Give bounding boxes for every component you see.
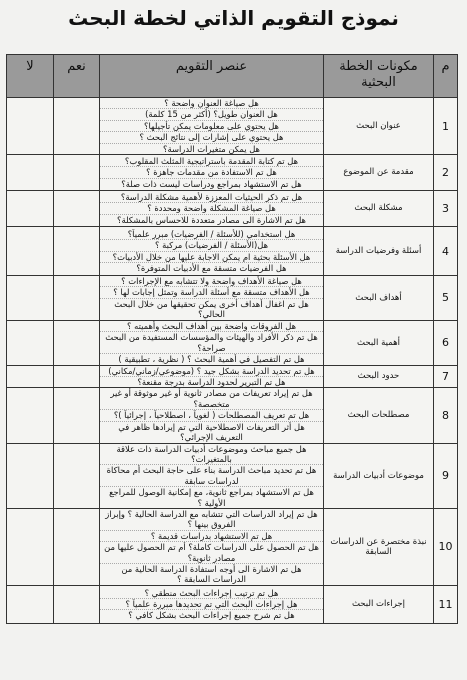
row-criteria <box>100 388 324 443</box>
criterion-item: هل تم تعريف المصطلحات ( لغوياً ، اصطلاحياً ، إجرائياً )؟ <box>100 410 323 421</box>
criterion-item: هل صياغة المشكلة واضحة ومحددة ؟ <box>100 203 323 214</box>
evaluation-table <box>6 54 458 624</box>
row-number: 11 <box>434 585 458 623</box>
criterion-item: هل الأهداف متسقة مع أسئلة الدراسة وتمثل إجابات لها ؟ <box>100 287 323 298</box>
criterion-item: هل صياغة الأهداف واضحة ولا تتشابه مع الإجراءات ؟ <box>100 276 323 287</box>
row-criteria <box>100 585 324 623</box>
criterion-item: هل الأسئلة بحثية ام يمكن الاجابة عليها من خلال الأدبيات؟ <box>100 252 323 263</box>
criterion-item: هل تم إيراد تعريفات من مصادر ثانوية أو غير موثوقة أو غير متخصصة؟ <box>100 388 323 410</box>
criterion-item: هل تم تحديد الدراسة بشكل جيد ؟ (موضوعي/زماني/مكاني) <box>100 366 323 377</box>
row-number: 5 <box>434 276 458 321</box>
criterion-item: هل تم اغفال أهداف أخرى يمكن تحقيقها من خلال البحث الحالي؟ <box>114 298 309 320</box>
table-row <box>7 388 458 443</box>
criterion-item: هل العنوان طويل؟ (أكثر من 15 كلمة) <box>100 109 323 120</box>
row-number: 3 <box>434 191 458 227</box>
row-number: 7 <box>434 365 458 388</box>
criterion-item: هل إجراءات البحث التي تم تحديدها مبررة علمياً ؟ <box>100 599 323 610</box>
row-component: نبذة مختصرة عن الدراسات السابقة <box>324 508 434 585</box>
criterion-item: هل تم الاشارة الى مصادر متعددة للاحساس بالمشكلة؟ <box>117 214 306 225</box>
criterion-item: هل صياغة العنوان واضحة ؟ <box>100 98 323 109</box>
criterion-item: هل يحتوي على معلومات يمكن تأجيلها؟ <box>100 121 323 132</box>
header-no: لا <box>7 55 54 98</box>
criterion-item: هل تم التبرير لحدود الدراسة بدرجة مقنعة؟ <box>137 377 286 388</box>
criterion-item: هل تم الاستشهاد بمراجع ثانوية، مع إمكانية الوصول للمراجع الأولية ؟ <box>109 487 314 508</box>
row-criteria <box>100 365 324 388</box>
no-cell[interactable] <box>7 320 54 365</box>
row-component: أهداف البحث <box>324 276 434 321</box>
no-cell[interactable] <box>7 508 54 585</box>
criterion-item: هل الفرضيات متسقة مع الأدبيات المتوفرة؟ <box>136 262 287 273</box>
no-cell[interactable] <box>7 443 54 508</box>
row-criteria <box>100 508 324 585</box>
criterion-item: هل تم الاستشهاد بدراسات قديمة ؟ <box>100 531 323 542</box>
criterion-item: هل استخدامي (للأسئلة / الفرضيات) مبرر علمياً؟ <box>100 229 323 240</box>
table-row <box>7 443 458 508</box>
row-number: 10 <box>434 508 458 585</box>
criterion-item: هل تم الاشارة الى أوجه استفادة الدراسة الحالية من الدراسات السابقة ؟ <box>121 563 302 585</box>
table-row <box>7 227 458 276</box>
row-criteria <box>100 191 324 227</box>
row-criteria <box>100 227 324 276</box>
table-row <box>7 365 458 388</box>
row-component: مقدمة عن الموضوع <box>324 155 434 191</box>
yes-cell[interactable] <box>54 585 100 623</box>
table-row <box>7 98 458 155</box>
yes-cell[interactable] <box>54 320 100 365</box>
criterion-item: هل يمكن متغيرات الدراسة؟ <box>163 143 260 154</box>
criterion-item: هل تم التفصيل في أهمية البحث ؟ ( نظرية ، تطبيقية ) <box>118 354 305 365</box>
row-number: 1 <box>434 98 458 155</box>
no-cell[interactable] <box>7 155 54 191</box>
yes-cell[interactable] <box>54 443 100 508</box>
row-component: عنوان البحث <box>324 98 434 155</box>
row-number: 6 <box>434 320 458 365</box>
no-cell[interactable] <box>7 585 54 623</box>
no-cell[interactable] <box>7 276 54 321</box>
page-title: نموذج التقويم الذاتي لخطة البحث <box>68 6 399 30</box>
row-component: حدود البحث <box>324 365 434 388</box>
table-row <box>7 508 458 585</box>
criterion-item: هل تم ترتيب إجراءات البحث منطقي ؟ <box>100 588 323 599</box>
table-row <box>7 276 458 321</box>
criterion-item: هل جميع مباحث وموضوعات أدبيات الدراسة ذات علاقة بالمتغيرات؟ <box>100 444 323 466</box>
row-component: أسئلة وفرضيات الدراسة <box>324 227 434 276</box>
row-number: 8 <box>434 388 458 443</box>
header-yes: نعم <box>54 55 100 98</box>
row-number: 9 <box>434 443 458 508</box>
row-criteria <box>100 98 324 155</box>
row-component: أهمية البحث <box>324 320 434 365</box>
table-row <box>7 191 458 227</box>
row-component: إجراءات البحث <box>324 585 434 623</box>
row-criteria <box>100 443 324 508</box>
criterion-item: هل أثر التعريفات الاصطلاحية التي تم إيرادها ظاهر في التعريف الإجرائي؟ <box>118 421 305 443</box>
criterion-item: هل الفروقات واضحة بين أهداف البحث وأهميته ؟ <box>100 321 323 332</box>
criterion-item: هل تم كتابة المقدمة باستراتيجية المثلث المقلوب؟ <box>100 156 323 167</box>
yes-cell[interactable] <box>54 276 100 321</box>
header-criterion: عنصر التقويم <box>100 55 324 98</box>
row-component: موضوعات أدبيات الدراسة <box>324 443 434 508</box>
no-cell[interactable] <box>7 388 54 443</box>
yes-cell[interactable] <box>54 191 100 227</box>
criterion-item: هل تم ذكر الحيثيات المعززة لأهمية مشكلة الدراسة؟ <box>100 192 323 203</box>
criterion-item: هل تم الحصول على الدراسات كاملة؟ أم تم الحصول عليها من مصادر ثانوية؟ <box>100 542 323 564</box>
row-criteria <box>100 155 324 191</box>
criterion-item: هل تم تحديد مباحث الدراسة بناء على حاجة البحث أم محاكاة لدراسات سابقة <box>100 465 323 487</box>
table-row <box>7 585 458 623</box>
no-cell[interactable] <box>7 191 54 227</box>
yes-cell[interactable] <box>54 155 100 191</box>
yes-cell[interactable] <box>54 508 100 585</box>
yes-cell[interactable] <box>54 227 100 276</box>
table-row <box>7 320 458 365</box>
header-component: مكونات الخطة البحثية <box>324 55 434 98</box>
row-component: مشكلة البحث <box>324 191 434 227</box>
no-cell[interactable] <box>7 227 54 276</box>
row-number: 4 <box>434 227 458 276</box>
no-cell[interactable] <box>7 365 54 388</box>
criterion-item: هل تم شرح جميع إجراءات البحث بشكل كافي ؟ <box>128 610 295 621</box>
criterion-item: هل تم إيراد الدراسات التي تتشابه مع الدراسة الحالية ؟ وإبراز الفروق بينها ؟ <box>100 509 323 531</box>
yes-cell[interactable] <box>54 365 100 388</box>
row-component: مصطلحات البحث <box>324 388 434 443</box>
criterion-item: هل تم ذكر الأفراد والهيئات والمؤسسات المستفيدة من البحث صراحة؟ <box>100 332 323 354</box>
row-criteria <box>100 276 324 321</box>
no-cell[interactable] <box>7 98 54 155</box>
table-row <box>7 155 458 191</box>
yes-cell[interactable] <box>54 388 100 443</box>
row-criteria <box>100 320 324 365</box>
criterion-item: هل(الأسئلة / الفرضيات) مركبة ؟ <box>100 240 323 251</box>
table-header-row <box>7 55 458 98</box>
criterion-item: هل تم الاستفادة من مقدمات جاهزة ؟ <box>100 167 323 178</box>
criterion-item: هل تم الاستشهاد بمراجع ودراسات ليست ذات صلة؟ <box>121 178 302 189</box>
row-number: 2 <box>434 155 458 191</box>
criterion-item: هل يحتوي على إشارات إلى نتائج البحث ؟ <box>100 132 323 143</box>
yes-cell[interactable] <box>54 98 100 155</box>
header-num: م <box>434 55 458 98</box>
